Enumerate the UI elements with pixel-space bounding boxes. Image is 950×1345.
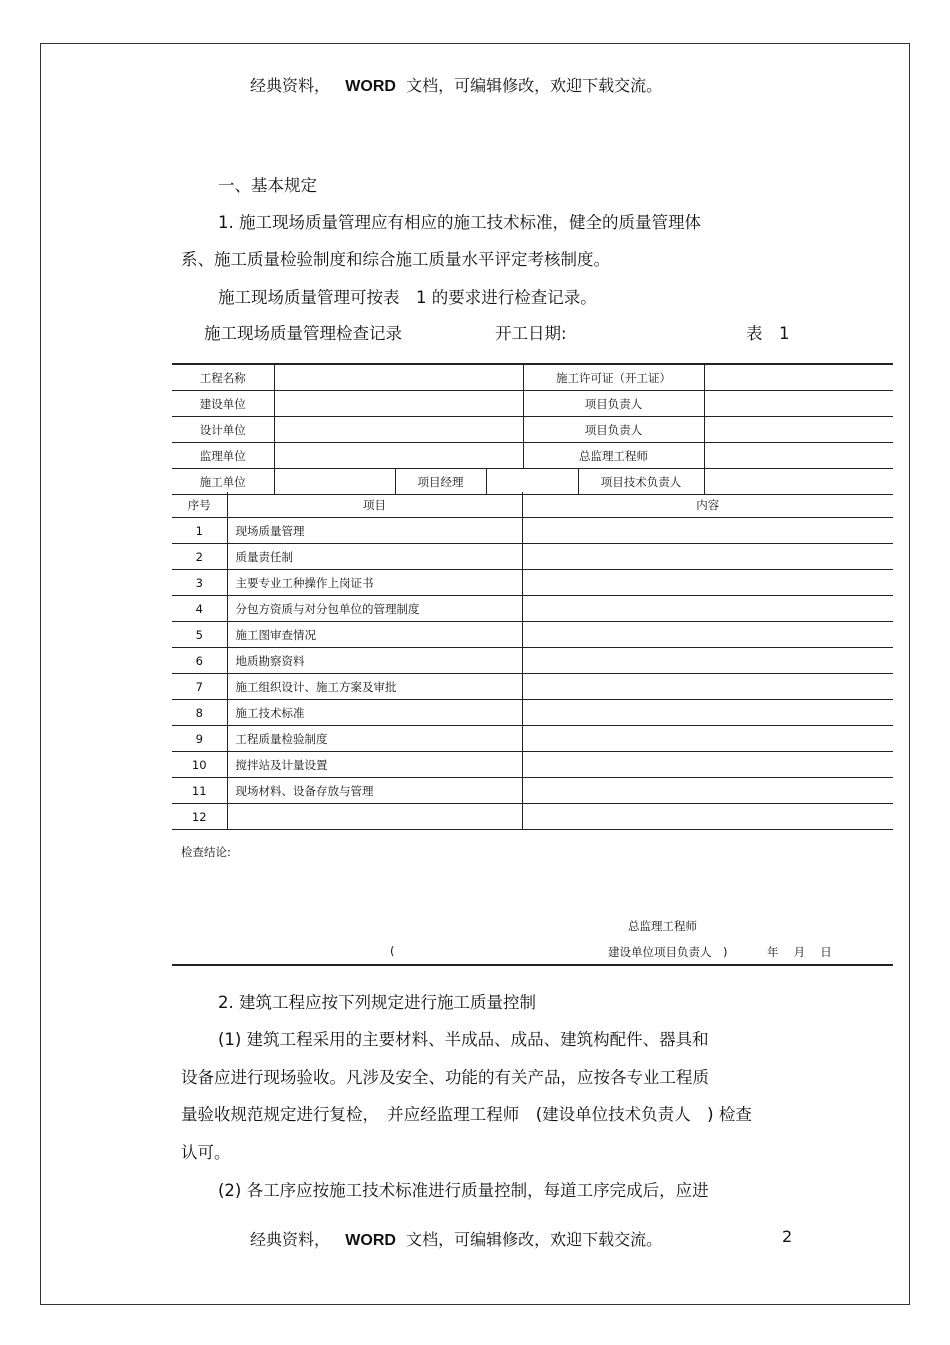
page-header xyxy=(250,73,662,96)
tech-lead-label: 项目技术负责人 xyxy=(578,469,704,495)
item-content-cell[interactable] xyxy=(522,726,893,752)
info-right-value-cell[interactable] xyxy=(704,364,893,391)
paragraph-line: 施工现场质量管理可按表 1 的要求进行检查记录。 xyxy=(218,288,597,307)
item-content-cell[interactable] xyxy=(522,778,893,804)
item-no: 3 xyxy=(172,570,227,596)
section-heading: 一、基本规定 xyxy=(218,176,317,195)
chief-supervisor-label: 总监理工程师 xyxy=(628,919,697,933)
item-content-cell[interactable] xyxy=(522,518,893,544)
item-name: 地质勘察资料 xyxy=(227,648,522,674)
footer-word: WORD xyxy=(345,1232,396,1249)
item-no: 1 xyxy=(172,518,227,544)
info-label: 监理单位 xyxy=(172,443,274,469)
header-prefix: 经典资料， xyxy=(250,76,331,95)
item-name: 施工技术标准 xyxy=(227,700,522,726)
page-number: 2 xyxy=(782,1227,793,1246)
table-row xyxy=(172,469,893,495)
paragraph-line: 系、施工质量检验制度和综合施工质量水平评定考核制度。 xyxy=(181,250,610,269)
table-header-row xyxy=(172,492,893,518)
table-title: 施工现场质量管理检查记录 xyxy=(204,324,402,343)
item-content-cell[interactable] xyxy=(522,622,893,648)
info-right-label: 总监理工程师 xyxy=(523,443,704,469)
table-row xyxy=(172,518,893,544)
column-header-no: 序号 xyxy=(172,492,227,518)
info-right-label: 施工许可证（开工证） xyxy=(523,364,704,391)
item-no: 8 xyxy=(172,700,227,726)
paragraph-line: 量验收规范规定进行复检， 并应经监理工程师 (建设单位技术负责人 ) 检查 xyxy=(181,1105,752,1124)
item-content-cell[interactable] xyxy=(522,752,893,778)
item-name: 分包方资质与对分包单位的管理制度 xyxy=(227,596,522,622)
info-table xyxy=(172,363,893,495)
table-row xyxy=(172,622,893,648)
item-content-cell[interactable] xyxy=(522,570,893,596)
paragraph-line: 1. 施工现场质量管理应有相应的施工技术标准，健全的质量管理体 xyxy=(218,213,701,232)
item-name: 现场质量管理 xyxy=(227,518,522,544)
item-name: 施工组织设计、施工方案及审批 xyxy=(227,674,522,700)
info-right-value-cell[interactable] xyxy=(704,391,893,417)
paragraph-line: (1) 建筑工程采用的主要材料、半成品、成品、建筑构配件、器具和 xyxy=(218,1030,709,1049)
table-bottom-rule xyxy=(172,964,893,966)
table-row xyxy=(172,726,893,752)
table-row xyxy=(172,648,893,674)
item-name: 质量责任制 xyxy=(227,544,522,570)
table-row xyxy=(172,674,893,700)
table-row xyxy=(172,752,893,778)
table-row xyxy=(172,700,893,726)
item-content-cell[interactable] xyxy=(522,700,893,726)
info-value-cell[interactable] xyxy=(274,364,523,391)
item-no: 6 xyxy=(172,648,227,674)
item-no: 7 xyxy=(172,674,227,700)
start-date-label: 开工日期: xyxy=(495,324,567,343)
table-row xyxy=(172,804,893,830)
info-right-value-cell[interactable] xyxy=(704,417,893,443)
item-no: 5 xyxy=(172,622,227,648)
items-table xyxy=(172,492,893,830)
item-name: 施工图审查情况 xyxy=(227,622,522,648)
item-no: 4 xyxy=(172,596,227,622)
item-no: 2 xyxy=(172,544,227,570)
item-name: 工程质量检验制度 xyxy=(227,726,522,752)
tech-lead-value-cell[interactable] xyxy=(704,469,893,495)
paragraph-line: 认可。 xyxy=(181,1143,231,1162)
column-header-content: 内容 xyxy=(522,492,893,518)
item-content-cell[interactable] xyxy=(522,674,893,700)
item-name: 现场材料、设备存放与管理 xyxy=(227,778,522,804)
info-value-cell[interactable] xyxy=(274,469,395,495)
info-label: 建设单位 xyxy=(172,391,274,417)
paragraph-line: 设备应进行现场验收。凡涉及安全、功能的有关产品，应按各专业工程质 xyxy=(181,1068,709,1087)
project-manager-label: 项目经理 xyxy=(395,469,486,495)
table-row xyxy=(172,443,893,469)
table-row xyxy=(172,570,893,596)
owner-person-label: 建设单位项目负责人 ) xyxy=(608,945,728,959)
paragraph-line: (2) 各工序应按施工技术标准进行质量控制，每道工序完成后，应进 xyxy=(218,1181,709,1200)
signature-date: 年 月 日 xyxy=(767,945,832,959)
info-right-value-cell[interactable] xyxy=(704,443,893,469)
table-row xyxy=(172,778,893,804)
info-label: 设计单位 xyxy=(172,417,274,443)
info-label: 施工单位 xyxy=(172,469,274,495)
footer-suffix: 文档，可编辑修改，欢迎下载交流。 xyxy=(406,1230,663,1249)
info-right-label: 项目负责人 xyxy=(523,391,704,417)
table-row xyxy=(172,417,893,443)
item-content-cell[interactable] xyxy=(522,804,893,830)
table-row xyxy=(172,596,893,622)
header-suffix: 文档，可编辑修改，欢迎下载交流。 xyxy=(406,76,663,95)
item-no: 12 xyxy=(172,804,227,830)
open-paren: ( xyxy=(390,944,395,958)
item-content-cell[interactable] xyxy=(522,648,893,674)
info-label: 工程名称 xyxy=(172,364,274,391)
item-no: 11 xyxy=(172,778,227,804)
project-manager-value-cell[interactable] xyxy=(486,469,578,495)
item-name xyxy=(227,804,522,830)
conclusion-label: 检查结论: xyxy=(181,845,231,859)
page-footer xyxy=(250,1227,662,1250)
info-right-label: 项目负责人 xyxy=(523,417,704,443)
table-row xyxy=(172,544,893,570)
info-value-cell[interactable] xyxy=(274,391,523,417)
item-name: 主要专业工种操作上岗证书 xyxy=(227,570,522,596)
column-header-item: 项目 xyxy=(227,492,522,518)
header-word: WORD xyxy=(345,78,396,95)
footer-prefix: 经典资料， xyxy=(250,1230,331,1249)
item-no: 10 xyxy=(172,752,227,778)
table-number: 表 1 xyxy=(746,324,790,343)
table-row xyxy=(172,391,893,417)
item-no: 9 xyxy=(172,726,227,752)
item-name: 搅拌站及计量设置 xyxy=(227,752,522,778)
item-content-cell[interactable] xyxy=(522,544,893,570)
table-row xyxy=(172,364,893,391)
info-value-cell[interactable] xyxy=(274,443,523,469)
info-value-cell[interactable] xyxy=(274,417,523,443)
section2-heading: 2. 建筑工程应按下列规定进行施工质量控制 xyxy=(218,993,536,1012)
item-content-cell[interactable] xyxy=(522,596,893,622)
